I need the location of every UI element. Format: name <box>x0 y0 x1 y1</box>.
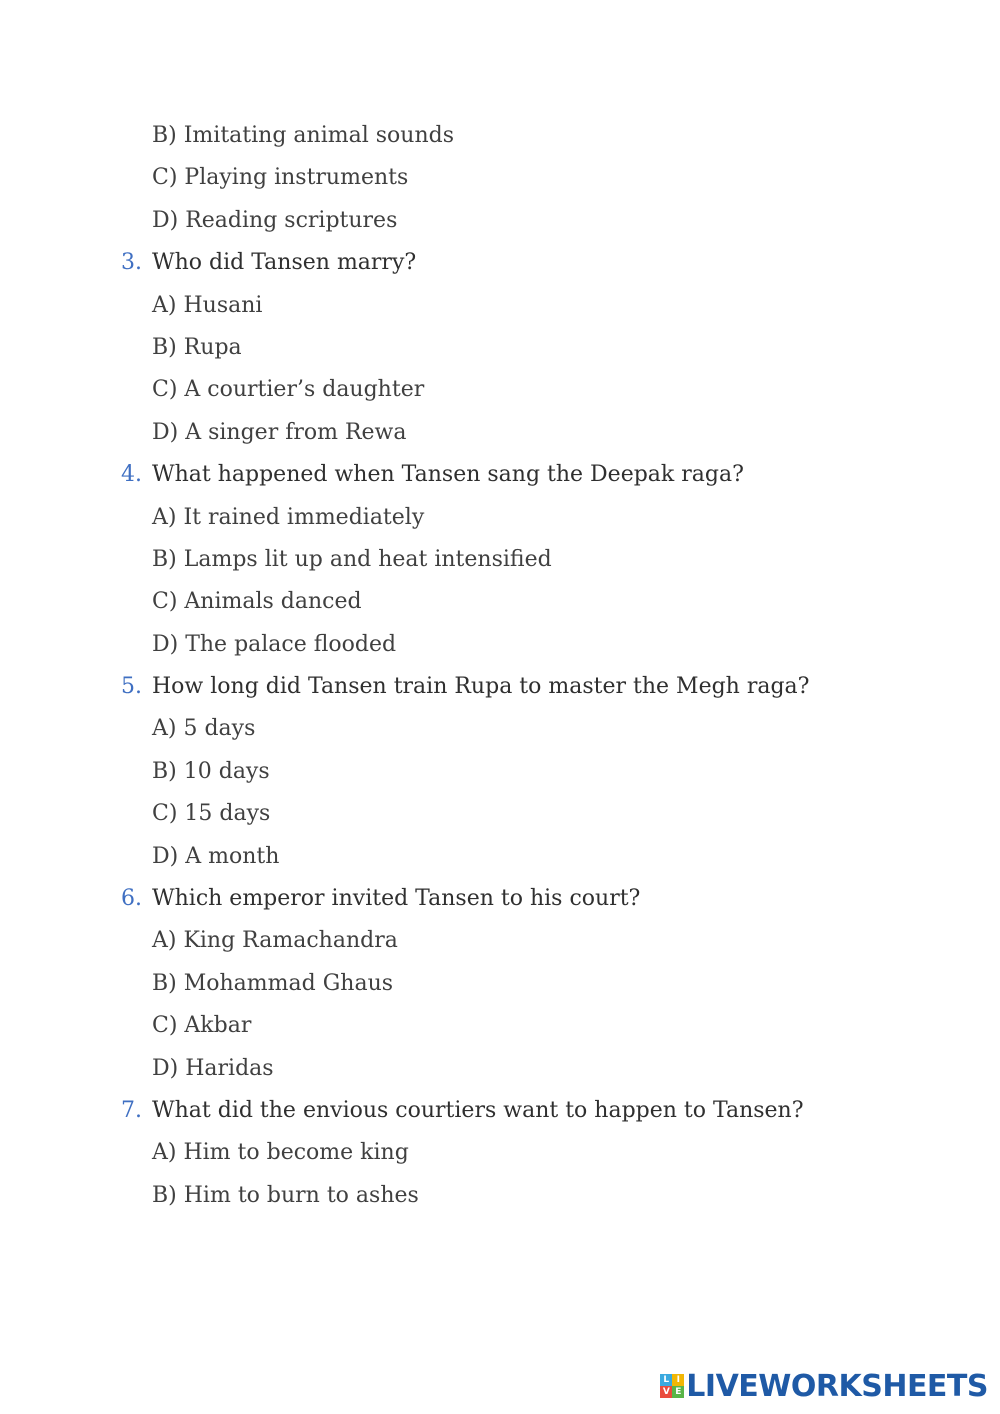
question-number: 3. <box>121 250 142 276</box>
question-text: Which emperor invited Tansen to his court? <box>152 886 641 912</box>
question-number: 5. <box>121 674 142 700</box>
logo-text: LIVEWORKSHEETS <box>686 1368 988 1404</box>
answer-option[interactable]: C) A courtier’s daughter <box>152 377 425 403</box>
answer-option[interactable]: A) Husani <box>152 292 263 318</box>
answer-option[interactable]: A) King Ramachandra <box>152 928 398 954</box>
answer-option[interactable]: C) Akbar <box>152 1013 252 1039</box>
answer-option[interactable]: A) Him to become king <box>152 1140 409 1166</box>
answer-option[interactable]: D) The palace flooded <box>152 631 397 657</box>
answer-option[interactable]: D) A month <box>152 843 280 869</box>
answer-option[interactable]: C) Animals danced <box>152 589 362 615</box>
answer-option[interactable]: C) Playing instruments <box>152 165 409 191</box>
answer-option[interactable]: B) Mohammad Ghaus <box>152 970 394 996</box>
answer-option[interactable]: B) 10 days <box>152 758 270 784</box>
question-text: What happened when Tansen sang the Deepak raga? <box>152 462 744 488</box>
question-4 <box>0 457 1000 499</box>
question-text: What did the envious courtiers want to happen to Tansen? <box>152 1097 804 1123</box>
logo-mark-icon: L I V E <box>660 1374 684 1398</box>
question-text: How long did Tansen train Rupa to master the Megh raga? <box>152 674 810 700</box>
question-number: 4. <box>121 462 142 488</box>
answer-option[interactable]: B) Him to burn to ashes <box>152 1182 419 1208</box>
answer-option[interactable]: B) Lamps lit up and heat intensified <box>152 546 552 572</box>
answer-option[interactable]: B) Imitating animal sounds <box>152 123 454 148</box>
answer-option[interactable]: A) It rained immediately <box>152 504 425 530</box>
answer-option[interactable]: C) 15 days <box>152 801 271 827</box>
worksheet-content <box>0 118 1000 1220</box>
question-text: Who did Tansen marry? <box>152 250 417 276</box>
liveworksheets-logo[interactable] <box>660 1366 988 1406</box>
answer-option[interactable]: B) Rupa <box>152 334 242 360</box>
question-number: 6. <box>121 886 142 912</box>
answer-option[interactable]: D) Haridas <box>152 1055 274 1081</box>
question-6 <box>0 881 1000 923</box>
answer-option[interactable]: D) Reading scriptures <box>152 207 398 233</box>
question-3 <box>0 245 1000 287</box>
question-7 <box>0 1093 1000 1135</box>
question-5 <box>0 669 1000 711</box>
answer-option[interactable]: D) A singer from Rewa <box>152 419 407 445</box>
question-number: 7. <box>121 1097 142 1123</box>
answer-option[interactable]: A) 5 days <box>152 716 256 742</box>
